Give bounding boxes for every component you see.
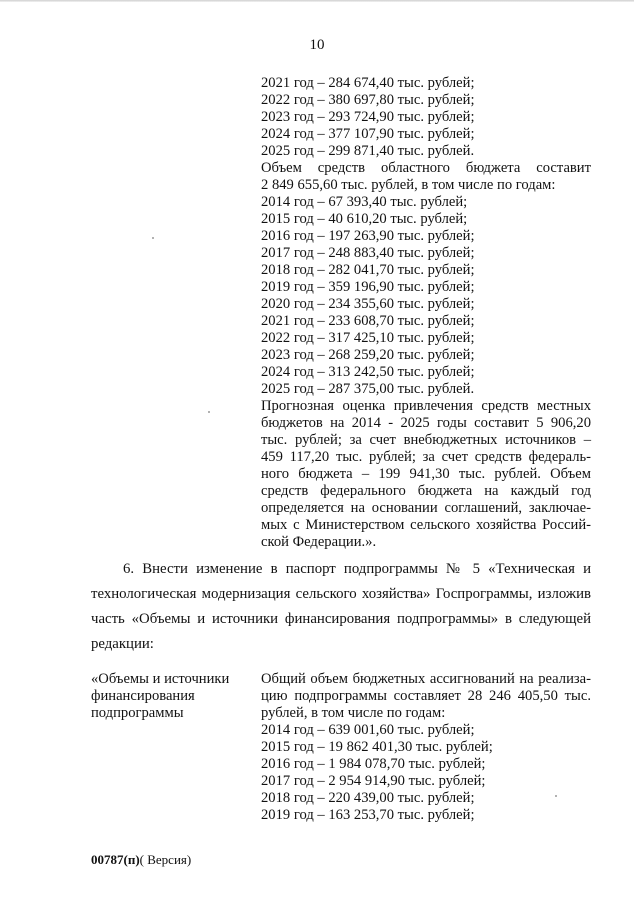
text-line: 2021 год – 284 674,40 тыс. рублей; xyxy=(261,75,475,91)
text-line: Общий объем бюджетных ассигнований на реализа- xyxy=(261,671,591,687)
passport-table-label xyxy=(91,671,251,722)
text-line: 2019 год – 359 196,90 тыс. рублей; xyxy=(261,279,475,295)
text-line: Прогнозная оценка привлечения средств местных xyxy=(261,398,591,414)
text-line: 2018 год – 220 439,00 тыс. рублей; xyxy=(261,790,475,806)
text-line: 2021 год – 233 608,70 тыс. рублей; xyxy=(261,313,475,329)
text-line: 2024 год – 313 242,50 тыс. рублей; xyxy=(261,364,475,380)
scan-speck xyxy=(555,795,557,797)
text-line: мых с Министерством сельского хозяйства Россий- xyxy=(261,517,591,533)
text-line: бюджетов на 2014 - 2025 годы составит 5 906,20 xyxy=(261,415,591,431)
document-version: ( Версия) xyxy=(139,852,192,867)
document-code: 00787(п) xyxy=(91,852,140,867)
text-line: 2018 год – 282 041,70 тыс. рублей; xyxy=(261,262,475,278)
paragraph-line: 6. Внести изменение в паспорт подпрограммы № 5 «Техническая и xyxy=(123,561,591,577)
text-line: 2014 год – 67 393,40 тыс. рублей; xyxy=(261,194,468,210)
text-line: 2020 год – 234 355,60 тыс. рублей; xyxy=(261,296,475,312)
text-line: 2017 год – 2 954 914,90 тыс. рублей; xyxy=(261,773,486,789)
text-line: ного бюджета – 199 941,30 тыс. рублей. Объем xyxy=(261,466,591,482)
label-line: подпрограммы xyxy=(91,705,184,721)
text-line: 2023 год – 293 724,90 тыс. рублей; xyxy=(261,109,475,125)
text-line: 2015 год – 40 610,20 тыс. рублей; xyxy=(261,211,468,227)
text-line: 2022 год – 380 697,80 тыс. рублей; xyxy=(261,92,475,108)
text-line: ской Федерации.». xyxy=(261,534,377,550)
text-line: цию подпрограммы составляет 28 246 405,50 тыс. xyxy=(261,688,591,704)
label-line: финансирования xyxy=(91,688,195,704)
text-line: 2 849 655,60 тыс. рублей, в том числе по годам: xyxy=(261,177,556,193)
passport-table-value xyxy=(261,671,591,824)
scan-speck xyxy=(208,411,210,413)
page-number: 10 xyxy=(309,37,325,53)
document-footer xyxy=(91,852,191,868)
text-line: 2019 год – 163 253,70 тыс. рублей; xyxy=(261,807,475,823)
scan-edge-line xyxy=(0,0,634,2)
text-line: 2014 год – 639 001,60 тыс. рублей; xyxy=(261,722,475,738)
text-line: 2015 год – 19 862 401,30 тыс. рублей; xyxy=(261,739,493,755)
text-line: 2017 год – 248 883,40 тыс. рублей; xyxy=(261,245,475,261)
text-line: Объем средств областного бюджета составит xyxy=(261,160,591,176)
text-line: тыс. рублей; за счет внебюджетных источников – xyxy=(261,432,591,448)
text-line: 2016 год – 1 984 078,70 тыс. рублей; xyxy=(261,756,486,772)
text-line: средств федерального бюджета на каждый год xyxy=(261,483,591,499)
paragraph-line: технологическая модернизация сельского хозяйства» Госпрограммы, изложив xyxy=(91,586,591,602)
paragraph-line: часть «Объемы и источники финансирования подпрограммы» в следующей xyxy=(91,611,591,627)
scan-speck xyxy=(152,237,154,239)
text-line: определяется на основании соглашений, заключае- xyxy=(261,500,591,516)
paragraph-6 xyxy=(91,557,591,657)
text-line: 2025 год – 287 375,00 тыс. рублей. xyxy=(261,381,475,397)
text-line: 459 117,20 тыс. рублей; за счет средств федераль- xyxy=(261,449,591,465)
text-line: 2024 год – 377 107,90 тыс. рублей; xyxy=(261,126,475,142)
text-line: 2025 год – 299 871,40 тыс. рублей. xyxy=(261,143,475,159)
text-line: рублей, в том числе по годам: xyxy=(261,705,446,721)
text-line: 2022 год – 317 425,10 тыс. рублей; xyxy=(261,330,475,346)
text-line: 2023 год – 268 259,20 тыс. рублей; xyxy=(261,347,475,363)
label-line: «Объемы и источники xyxy=(91,671,230,687)
funding-text-block xyxy=(261,75,591,551)
paragraph-line: редакции: xyxy=(91,636,154,652)
text-line: 2016 год – 197 263,90 тыс. рублей; xyxy=(261,228,475,244)
